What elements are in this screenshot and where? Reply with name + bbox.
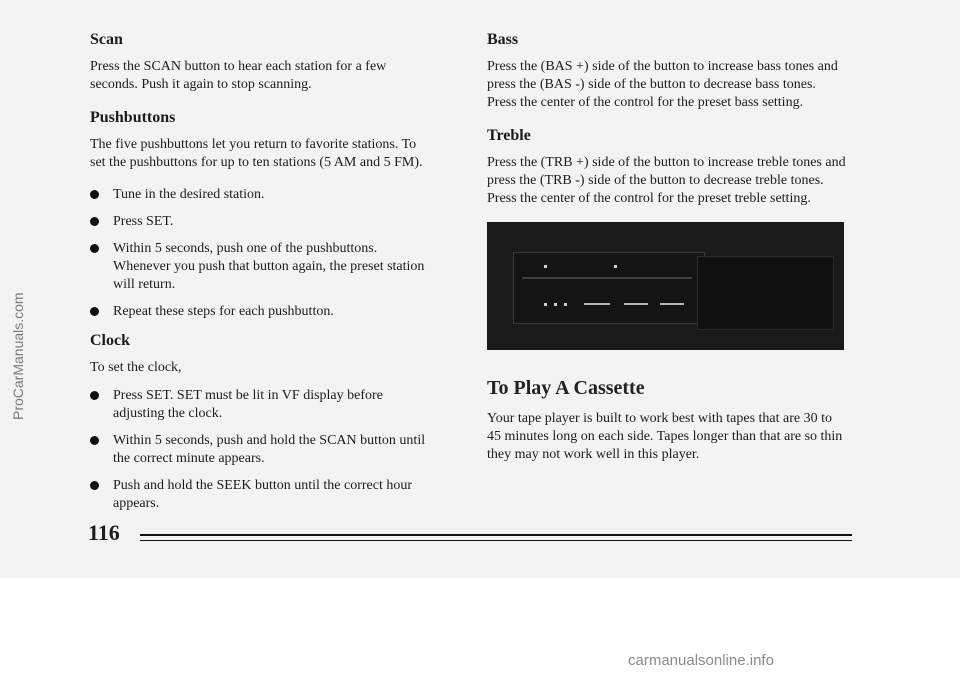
bass-heading: Bass [487,31,519,48]
list-item: Push and hold the SEEK button until the correct hour appears. [90,477,435,513]
radio-control-photo [487,222,844,350]
radio-display-panel [513,252,705,324]
side-watermark: ProCarManuals.com [10,292,26,420]
bullet-icon [90,391,99,400]
treble-section [487,126,847,208]
list-item: Within 5 seconds, push and hold the SCAN button until the correct minute appears. [90,432,435,468]
list-item: Tune in the desired station. [90,186,435,204]
pushbuttons-section [90,108,435,321]
scan-heading: Scan [90,31,123,48]
clock-heading: Clock [90,332,130,349]
treble-body: Press the (TRB +) side of the button to increase treble tones and press the (TRB -) side of the button to decrease treble tones. Press the center of the control for the preset treble setting. [487,155,846,206]
clock-section [90,331,435,513]
right-column [487,30,847,478]
list-item: Within 5 seconds, push one of the pushbuttons. Whenever you push that button again, the preset station will return. [90,240,435,294]
pushbuttons-body: The five pushbuttons let you return to favorite stations. To set the pushbuttons for up to ten stations (5 AM and 5 FM). [90,137,423,170]
radio-side-panel [697,256,834,330]
page-number: 116 [88,520,120,545]
scan-section [90,30,435,94]
bass-body: Press the (BAS +) side of the button to increase bass tones and press the (BAS -) side of the button to decrease bass tones. Press the center of the control for the preset bass setting. [487,59,838,110]
scan-body: Press the SCAN button to hear each station for a few seconds. Push it again to stop scanning. [90,59,387,92]
cassette-section [487,376,847,464]
bullet-icon [90,244,99,253]
treble-heading: Treble [487,127,531,144]
list-item: Repeat these steps for each pushbutton. [90,303,435,321]
footer-rule [140,534,852,536]
left-column [90,30,435,523]
cassette-body: Your tape player is built to work best with tapes that are 30 to 45 minutes long on each side. Tapes longer than that are so thin they may not work well in this player. [487,411,843,462]
bullet-icon [90,190,99,199]
bullet-icon [90,217,99,226]
bottom-watermark: carmanualsonline.info [628,652,774,669]
list-item: Press SET. SET must be lit in VF display before adjusting the clock. [90,387,435,423]
bullet-icon [90,307,99,316]
pushbuttons-steps [90,186,435,321]
bullet-icon [90,481,99,490]
bullet-icon [90,436,99,445]
list-item: Press SET. [90,213,435,231]
footer-rule-thin [140,540,852,541]
clock-steps [90,387,435,513]
bass-section [487,30,847,112]
cassette-heading: To Play A Cassette [487,377,645,399]
pushbuttons-heading: Pushbuttons [90,109,176,126]
clock-intro: To set the clock, [90,360,182,375]
